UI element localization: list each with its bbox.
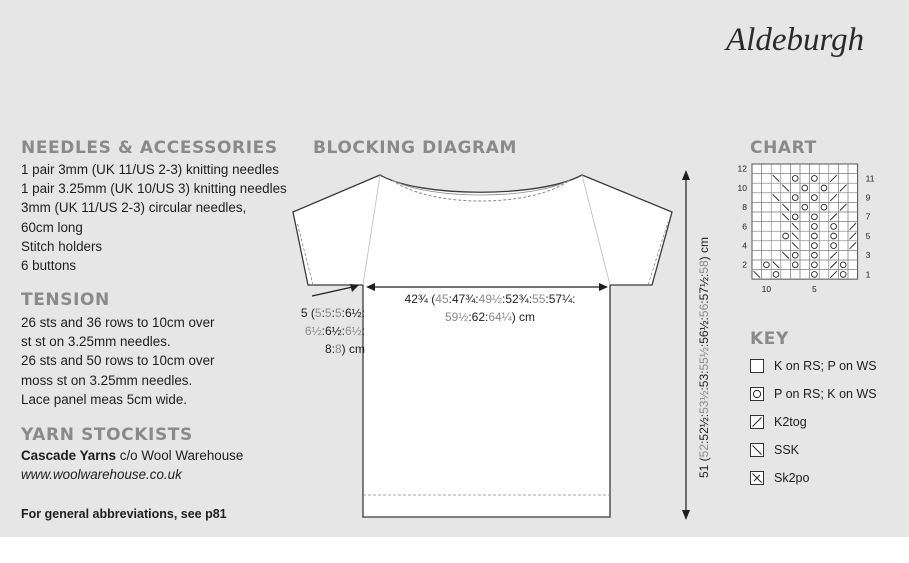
sleeve-measurement-part: : — [321, 324, 325, 338]
chart-row-number: 12 — [737, 163, 747, 174]
sleeve-measurement-part: 8 — [324, 342, 332, 356]
chest-measurement — [380, 290, 600, 326]
chart-row-number: 7 — [865, 211, 871, 222]
tension-line: 26 sts and 36 rows to 10cm over — [21, 315, 215, 330]
length-measurement-part: : — [697, 387, 711, 391]
sleeve-measurement-part: 6½ — [344, 306, 362, 320]
yarn-brand: Cascade Yarns — [21, 448, 117, 463]
sleeve-measurement-part: 5 — [324, 306, 332, 320]
length-measurement-part: 58 — [697, 260, 711, 274]
key-label: K2tog — [774, 415, 807, 429]
sleeve-measurement-part: : — [321, 306, 325, 320]
sleeve-measurement-part: 6½ — [304, 324, 322, 338]
yarn-supplier: c/o Wool Warehouse — [116, 448, 244, 463]
key-label: K on RS; P on WS — [774, 359, 877, 373]
sleeve-measurement — [280, 304, 365, 358]
key-item — [750, 468, 809, 488]
chart-row-number: 3 — [865, 250, 871, 261]
key-item — [750, 356, 877, 376]
chest-measurement-part: 55 — [532, 292, 546, 306]
chest-measurement-part: : — [485, 310, 489, 324]
key-symbol-right-slash-icon — [750, 415, 764, 429]
tension-line: 26 sts and 50 rows to 10cm over — [21, 353, 215, 369]
chart-row-number: 6 — [742, 221, 747, 232]
sleeve-measurement-part: 5 — [314, 306, 322, 320]
sleeve-measurement-part: 6½ — [344, 324, 362, 338]
key-item — [750, 384, 877, 404]
sleeve-measurement-part: 8 — [334, 342, 342, 356]
chest-measurement-part: 47¾ — [451, 292, 476, 306]
tension-line: st st on 3.25mm needles. — [21, 334, 171, 350]
sleeve-measurement-part: : — [361, 324, 365, 338]
sleeve-measurement-part: : — [331, 306, 335, 320]
tension-heading: TENSION — [21, 290, 110, 310]
chest-measurement-part: : — [528, 292, 533, 306]
chest-measurement-part: : — [545, 292, 549, 306]
chart-row-number: 1 — [865, 269, 871, 280]
chest-measurement-part: : — [502, 292, 506, 306]
length-measurement-part: : — [697, 317, 711, 321]
sleeve-measurement-part: : — [341, 306, 345, 320]
chart-row-number: 8 — [742, 202, 747, 213]
length-measurement-part: : — [697, 440, 711, 444]
length-measurement-part: 51 ( — [697, 457, 711, 478]
lace-chart — [730, 160, 885, 305]
chart-row-number: 5 — [865, 230, 871, 241]
length-measurement-part: 56 — [697, 303, 711, 318]
chart-row-number: 2 — [742, 259, 747, 270]
needles-list — [21, 160, 287, 275]
length-measurement-part: : — [697, 413, 711, 418]
length-measurement-part: : — [697, 343, 711, 348]
chest-measurement-part: ) cm — [511, 310, 536, 324]
length-measurement-part: : — [697, 300, 711, 304]
chest-measurement-part: 57¼ — [548, 292, 573, 306]
tension-line: moss st on 3.25mm needles. — [21, 372, 193, 388]
needles-line: 60cm long — [21, 219, 83, 235]
length-measurement-part: 53 — [697, 373, 711, 388]
length-measurement-part: 55½ — [697, 347, 711, 371]
length-measurement-part: 53½ — [697, 390, 711, 414]
yarn-heading: YARN STOCKISTS — [21, 425, 193, 445]
key-heading: KEY — [750, 329, 789, 349]
chest-measurement-part: : — [468, 310, 472, 324]
chest-measurement-part: 59½ — [444, 310, 469, 324]
length-measurement-part: ) cm — [697, 237, 711, 261]
length-measurement-part: : — [697, 370, 711, 374]
needles-line: Stitch holders — [21, 238, 103, 254]
chest-measurement-part: 64¼ — [488, 310, 512, 324]
key-label: Sk2po — [774, 471, 810, 485]
key-item — [750, 440, 799, 460]
chart-row-number: 11 — [865, 173, 875, 184]
needles-line: 6 buttons — [21, 258, 77, 274]
chart-row-number: 9 — [865, 192, 871, 203]
tension-list — [21, 313, 215, 409]
key-symbol-blank-icon — [750, 359, 764, 373]
key-symbol-left-slash-icon — [750, 443, 764, 457]
abbreviations-note: For general abbreviations, see p81 — [21, 507, 227, 521]
pattern-title: Aldeburgh — [726, 22, 865, 58]
chest-measurement-part: : — [572, 292, 576, 306]
chest-measurement-part: : — [448, 292, 452, 306]
chest-measurement-part: 52¾ — [505, 292, 529, 306]
chart-heading: CHART — [750, 138, 817, 158]
chest-measurement-part: 62 — [471, 310, 486, 324]
needles-line: 1 pair 3.25mm (UK 10/US 3) knitting needles — [21, 181, 287, 197]
sleeve-measurement-part: : — [331, 342, 335, 356]
sleeve-measurement-part: 5 ( — [300, 306, 315, 320]
needles-line: 3mm (UK 11/US 2-3) circular needles, — [21, 200, 247, 216]
key-symbol-sk2po-icon — [750, 471, 764, 485]
tension-line: Lace panel meas 5cm wide. — [21, 391, 187, 407]
sleeve-measurement-part: : — [341, 324, 345, 338]
sleeve-measurement-part: 5 — [334, 306, 342, 320]
chart-row-number: 10 — [737, 182, 747, 193]
key-label: SSK — [774, 443, 800, 457]
length-measurement-part: : — [697, 273, 711, 278]
sleeve-measurement-part: ) cm — [341, 342, 365, 356]
sleeve-measurement-part: 6½ — [324, 324, 342, 338]
needles-line: 1 pair 3mm (UK 11/US 2-3) knitting needles — [21, 162, 280, 177]
key-symbol-circle-icon — [750, 387, 764, 401]
chart-stitch-number: 5 — [812, 284, 817, 295]
key-label: P on RS; K on WS — [774, 387, 877, 401]
length-measurement — [697, 237, 711, 478]
length-measurement-part: 52½ — [697, 417, 711, 441]
chart-stitch-number: 10 — [761, 284, 772, 295]
length-measurement-part: 52 — [697, 443, 711, 458]
chest-measurement-part: 49½ — [478, 292, 502, 306]
blocking-heading: BLOCKING DIAGRAM — [313, 138, 518, 158]
chest-measurement-part: 42¾ ( — [404, 292, 436, 306]
length-measurement-part: 57½ — [697, 277, 711, 301]
chest-measurement-part: : — [475, 292, 479, 306]
needles-heading: NEEDLES & ACCESSORIES — [21, 138, 278, 158]
sleeve-measurement-part: : — [361, 306, 365, 320]
chart-row-number: 4 — [742, 240, 747, 251]
length-measurement-part: 56½ — [697, 320, 711, 344]
key-item — [750, 412, 807, 432]
yarn-info — [21, 446, 243, 484]
yarn-url[interactable]: www.woolwarehouse.co.uk — [21, 467, 182, 483]
chest-measurement-part: 45 — [435, 292, 449, 306]
